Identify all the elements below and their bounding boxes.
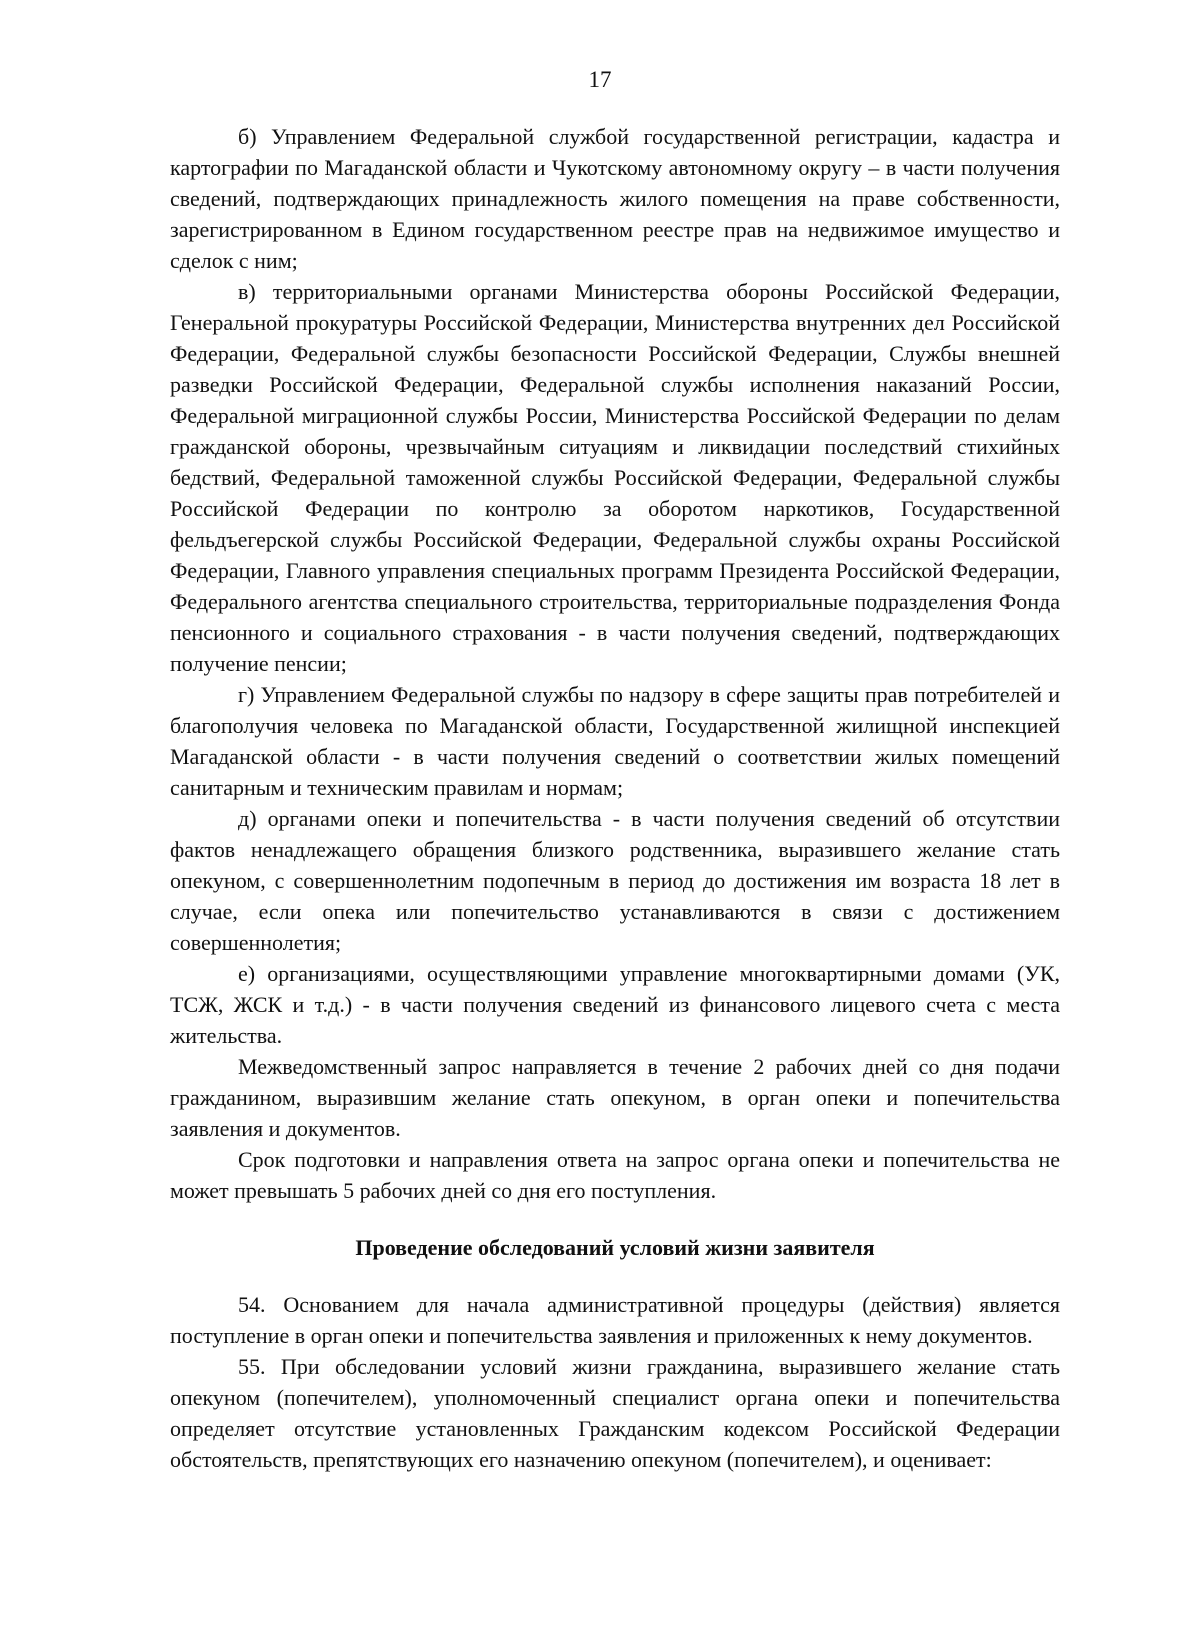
paragraph-b: б) Управлением Федеральной службой государственной регистрации, кадастра и картографии по Магаданской области и Чукотскому автономному округу – в части получения сведений, подтверждающих принадлежность жилого помещения на праве собственности, зарегистрированном в Едином государственном реестре прав на недвижимое имущество и сделок с ним; — [170, 124, 1060, 273]
paragraph-g: г) Управлением Федеральной службы по надзору в сфере защиты прав потребителей и благополучия человека по Магаданской области, Государственной жилищной инспекцией Магаданской области - в части получения сведений о соответствии жилых помещений санитарным и техническим правилам и нормам; — [170, 682, 1060, 800]
paragraph-response-deadline: Срок подготовки и направления ответа на запрос органа опеки и попечительства не может превышать 5 рабочих дней со дня его поступления. — [170, 1147, 1060, 1203]
document-body — [170, 121, 1060, 1475]
paragraph-v: в) территориальными органами Министерства обороны Российской Федерации, Генеральной прокуратуры Российской Федерации, Министерства внутренних дел Российской Федерации, Федеральной службы безопасности Российской Федерации, Службы внешней разведки Российской Федерации, Федеральной службы исполнения наказаний России, Федеральной миграционной службы России, Министерства Российской Федерации по делам гражданской обороны, чрезвычайным ситуациям и ликвидации последствий стихийных бедствий, Федеральной таможенной службы Российской Федерации, Федеральной службы Российской Федерации по контролю за оборотом наркотиков, Государственной фельдъегерской службы Российской Федерации, Федеральной службы охраны Российской Федерации, Главного управления специальных программ Президента Российской Федерации, Федерального агентства специального строительства, территориальные подразделения Фонда пенсионного и социального страхования - в части получения сведений, подтверждающих получение пенсии; — [170, 279, 1060, 676]
paragraph-54: 54. Основанием для начала административной процедуры (действия) является поступление в орган опеки и попечительства заявления и приложенных к нему документов. — [170, 1292, 1060, 1348]
paragraph-d: д) органами опеки и попечительства - в части получения сведений об отсутствии фактов ненадлежащего обращения близкого родственника, выразившего желание стать опекуном, с совершеннолетним подопечным в период до достижения им возраста 18 лет в случае, если опека или попечительство устанавливаются в связи с достижением совершеннолетия; — [170, 806, 1060, 955]
paragraph-e: е) организациями, осуществляющими управление многоквартирными домами (УК, ТСЖ, ЖСК и т.д.) - в части получения сведений из финансового лицевого счета с места жительства. — [170, 961, 1060, 1048]
section-heading: Проведение обследований условий жизни заявителя — [355, 1235, 875, 1260]
page-number: 17 — [588, 67, 612, 92]
paragraph-interagency-request: Межведомственный запрос направляется в течение 2 рабочих дней со дня подачи гражданином, выразившим желание стать опекуном, в орган опеки и попечительства заявления и документов. — [170, 1054, 1060, 1141]
paragraph-55: 55. При обследовании условий жизни гражданина, выразившего желание стать опекуном (попечителем), уполномоченный специалист органа опеки и попечительства определяет отсутствие установленных Гражданским кодексом Российской Федерации обстоятельств, препятствующих его назначению опекуном (попечителем), и оценивает: — [170, 1354, 1060, 1472]
